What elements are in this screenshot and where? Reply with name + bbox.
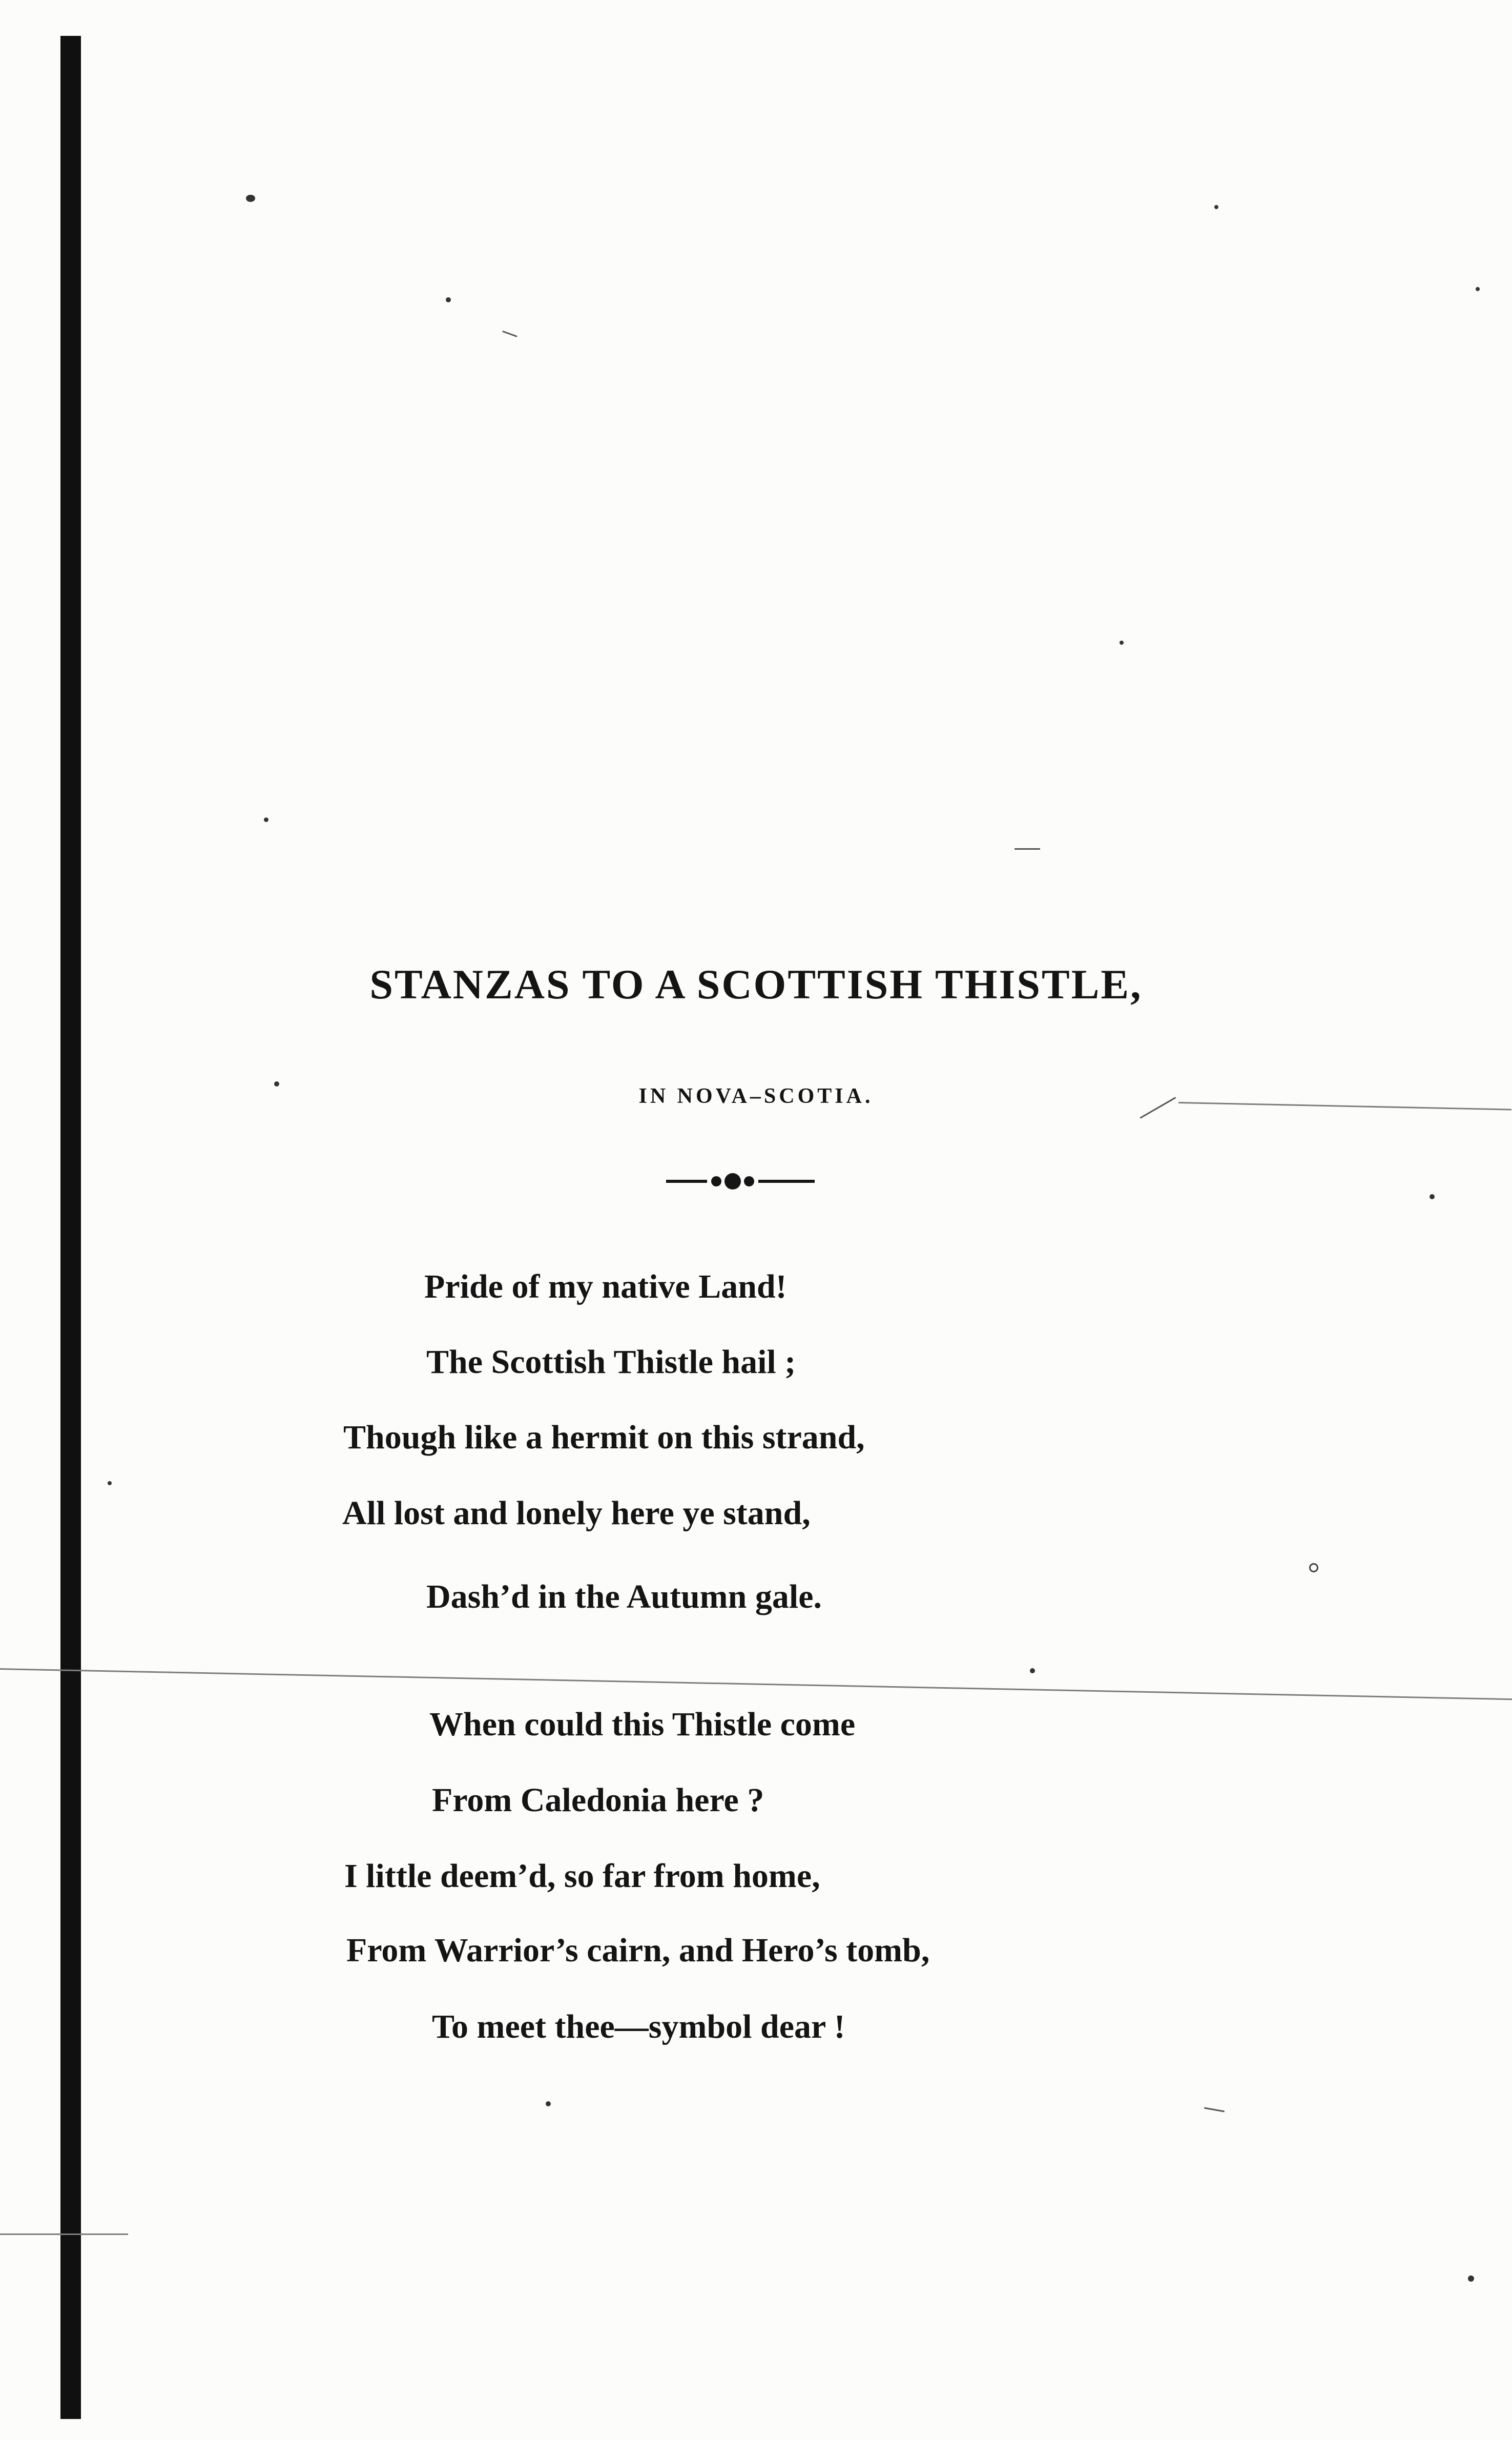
print-speck (1468, 2275, 1474, 2282)
fold-line (0, 2233, 128, 2235)
page-spine-shadow (60, 36, 81, 2419)
print-speck (1214, 205, 1218, 209)
verse-line: From Warrior’s cairn, and Hero’s tomb, (346, 1932, 930, 1969)
print-speck (1430, 1194, 1435, 1199)
verse-line: All lost and lonely here ye stand, (342, 1494, 811, 1532)
print-speck (1030, 1668, 1035, 1673)
print-speck (546, 2101, 551, 2106)
print-mark (502, 331, 517, 337)
print-speck (108, 1481, 112, 1485)
verse-line: From Caledonia here ? (432, 1781, 764, 1819)
print-mark (1014, 848, 1040, 850)
print-speck (1476, 287, 1480, 291)
fold-line (0, 1668, 1512, 1700)
print-speck (1309, 1563, 1318, 1572)
print-speck (246, 195, 255, 202)
verse-line: Dash’d in the Autumn gale. (426, 1578, 822, 1615)
print-speck (446, 297, 451, 302)
verse-line: The Scottish Thistle hail ; (426, 1343, 796, 1381)
verse-line: I little deem’d, so far from home, (344, 1857, 820, 1895)
print-mark (1204, 2107, 1225, 2113)
ornament-divider-icon (666, 1171, 815, 1192)
poem-title: STANZAS TO A SCOTTISH THISTLE, (369, 961, 1143, 1008)
print-speck (264, 817, 268, 822)
verse-line: Pride of my native Land! (424, 1268, 787, 1305)
print-speck (1120, 641, 1124, 645)
verse-line: Though like a hermit on this strand, (343, 1419, 865, 1456)
verse-line: When could this Thistle come (429, 1706, 856, 1743)
verse-line: To meet thee—symbol dear ! (432, 2008, 845, 2045)
poem-subtitle: IN NOVA–SCOTIA. (638, 1084, 874, 1108)
